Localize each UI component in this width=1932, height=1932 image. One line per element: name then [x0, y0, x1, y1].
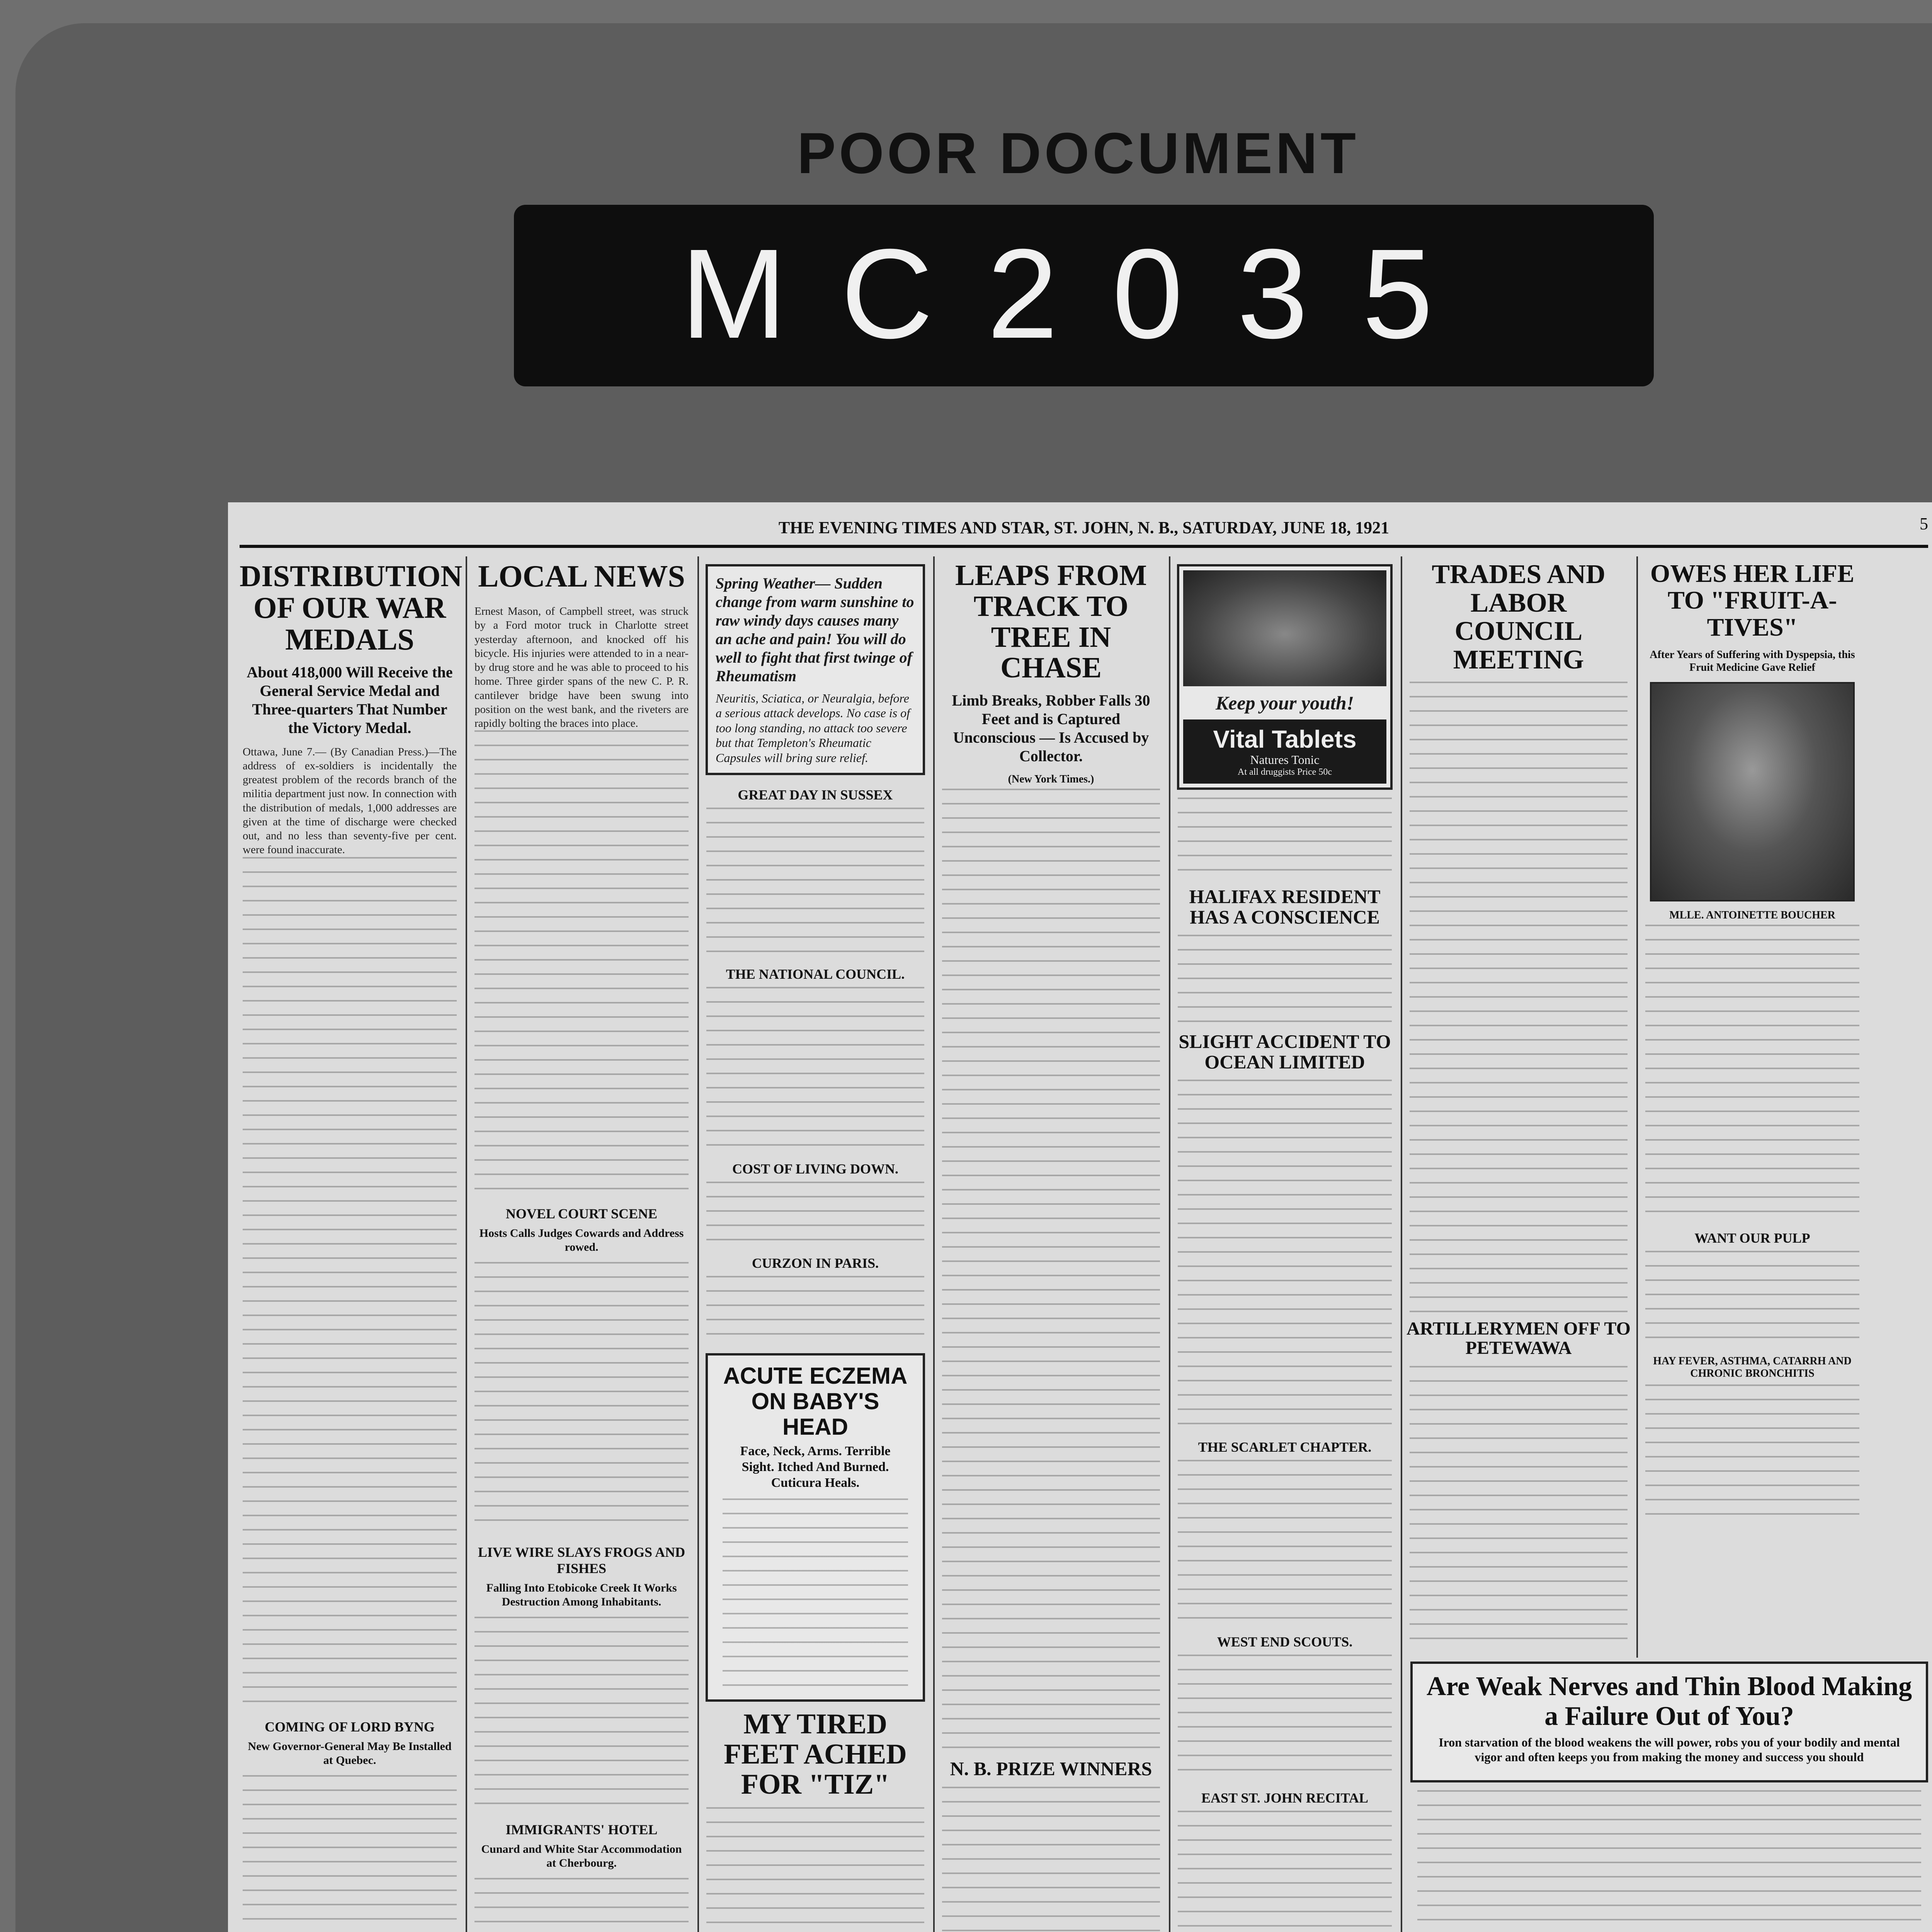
tiz-headline: MY TIRED FEET ACHED FOR "TIZ": [724, 1708, 907, 1800]
curzon-text-lines: [699, 1276, 931, 1345]
column-rule-5: [1401, 556, 1402, 1932]
weak-nerves-box: [1410, 1662, 1928, 1782]
sussex-text-lines: [699, 808, 931, 954]
artillerymen-text-lines: [1403, 1366, 1634, 1644]
vital-agents-text-lines: [1171, 798, 1399, 883]
column-rule-2: [697, 556, 699, 1932]
tiz-text-lines: [699, 1807, 931, 1932]
weak-nerves-text-lines: [1410, 1790, 1928, 1932]
rheumatism-body: Neuritis, Sciatica, or Neuralgia, before a serious attack develops. No case is of too long standing, no attack too severe but that Templeton's Rheumatic Capsules will bring sure relief.: [716, 691, 910, 765]
rheumatic-capsules-ad: [706, 564, 925, 775]
page-number: 5: [1920, 514, 1928, 533]
hay-fever-text-lines: [1638, 1384, 1866, 1516]
column-rule-1: [466, 556, 467, 1932]
trades-labor-headline: TRADES AND LABOR COUNCIL MEETING: [1432, 560, 1605, 675]
council-text-lines: [699, 987, 931, 1149]
leaps-text-lines: [935, 789, 1167, 1755]
cuticura-ad: [706, 1353, 925, 1702]
microfilm-code-box: [514, 205, 1654, 386]
west-end-scouts-title: WEST END SCOUTS.: [1217, 1634, 1353, 1650]
fruit-a-tives-deck: After Years of Suffering with Dyspepsia, this Fruit Medicine Gave Relief: [1650, 648, 1855, 674]
vital-brand: Vital Tablets: [1213, 725, 1357, 753]
live-wire-text-lines: [468, 1617, 696, 1810]
rheumatism-headline: Spring Weather— Sudden change from warm sunshine to raw windy days causes many an ache and pain! You will do well to fight that first twinge of Rheumatism: [716, 575, 914, 685]
war-medals-deck: About 418,000 Will Receive the General Service Medal and Three-quarters That Number the Victory Medal.: [247, 663, 453, 736]
scan-frame: [15, 23, 1932, 1932]
newspaper-page: [228, 502, 1932, 1932]
halifax-resident-headline: HALIFAX RESIDENT HAS A CONSCIENCE: [1189, 886, 1381, 928]
column-7: [1638, 556, 1866, 1658]
column-rule-6: [1636, 556, 1638, 1658]
lord-byng-title: COMING OF LORD BYNG: [265, 1719, 435, 1735]
column-1: [236, 556, 464, 1932]
vital-tablets-illustration: [1183, 570, 1386, 686]
curzon-title: CURZON IN PARIS.: [752, 1255, 879, 1271]
immigrants-hotel-title: IMMIGRANTS' HOTEL: [505, 1822, 658, 1838]
lord-byng-deck: New Governor-General May Be Installed at Quebec.: [248, 1740, 452, 1767]
live-wire-deck: Falling Into Etobicoke Creek It Works Destruction Among Inhabitants.: [486, 1582, 677, 1609]
immigrants-hotel-deck: Cunard and White Star Accommodation at Cherbourg.: [481, 1843, 682, 1870]
want-pulp-title: WANT OUR PULP: [1694, 1230, 1810, 1246]
live-wire-title: LIVE WIRE SLAYS FROGS AND FISHES: [478, 1544, 685, 1577]
column-3: [699, 556, 931, 1932]
vital-brand-panel: [1183, 719, 1386, 784]
trades-text-lines: [1403, 682, 1634, 1315]
recital-text-lines: [1171, 1811, 1399, 1932]
eczema-deck: Face, Neck, Arms. Terrible Sight. Itched And Burned. Cuticura Heals.: [740, 1444, 891, 1490]
column-5: [1171, 556, 1399, 1932]
novel-court-title: NOVEL COURT SCENE: [505, 1206, 658, 1222]
war-medals-text-lines: [236, 857, 464, 1707]
slight-accident-headline: SLIGHT ACCIDENT TO OCEAN LIMITED: [1179, 1031, 1391, 1073]
column-2: [468, 556, 696, 1932]
weak-nerves-deck: Iron starvation of the blood weakens the will power, robs you of your bodily and mental vigor and often keeps you from making the money and success you should: [1439, 1735, 1900, 1764]
nuxated-iron-ad: [1410, 1662, 1928, 1932]
cost-living-text-lines: [699, 1182, 931, 1243]
pulp-text-lines: [1638, 1251, 1866, 1344]
east-end-recital-title: EAST ST. JOHN RECITAL: [1201, 1790, 1369, 1806]
prize-text-lines: [935, 1787, 1167, 1932]
column-4: [935, 556, 1167, 1932]
scouts-text-lines: [1171, 1655, 1399, 1778]
masthead-rule: [240, 545, 1928, 548]
scarlet-text-lines: [1171, 1460, 1399, 1622]
vital-tagline: Natures Tonic: [1250, 753, 1320, 767]
eczema-headline: ACUTE ECZEMA ON BABY'S HEAD: [723, 1362, 908, 1440]
vital-tablets-ad: [1177, 564, 1393, 790]
testimonial-text-lines: [1638, 925, 1866, 1218]
national-council-title: THE NATIONAL COUNCIL.: [726, 966, 905, 982]
local-news-headline: LOCAL NEWS: [478, 560, 685, 594]
microfilm-code: MC2035: [680, 222, 1487, 365]
poor-document-label: POOR DOCUMENT: [797, 121, 1359, 185]
leaps-deck: Limb Breaks, Robber Falls 30 Feet and is Captured Unconscious — Is Accused by Collector.: [952, 692, 1150, 765]
boucher-portrait: [1650, 682, 1855, 901]
lord-byng-text-lines: [236, 1775, 464, 1932]
vital-slogan: Keep your youth!: [1215, 692, 1354, 714]
local-news-text-lines: [468, 730, 696, 1194]
weak-nerves-headline: Are Weak Nerves and Thin Blood Making a Failure Out of You?: [1426, 1672, 1912, 1731]
local-news-body: Ernest Mason, of Campbell street, was struck by a Ford motor truck in Charlotte street yesterday afternoon, and knocked off his bicycle. His injuries were attended to in a near-by drug store and he was able to proceed to his home. Three girder spans of the new C. P. R. cantilever bridge have been swung into position on the west bank, and the riveters are rapidly bolting the braces into place.: [474, 605, 689, 730]
leaps-headline: LEAPS FROM TRACK TO TREE IN CHASE: [955, 559, 1147, 684]
cost-living-title: COST OF LIVING DOWN.: [732, 1161, 899, 1177]
prize-winners-title: N. B. PRIZE WINNERS: [950, 1758, 1152, 1780]
artillerymen-headline: ARTILLERYMEN OFF TO PETEWAWA: [1406, 1318, 1631, 1359]
scarlet-chapter-title: THE SCARLET CHAPTER.: [1198, 1439, 1372, 1455]
immigrants-hotel-text-lines: [468, 1878, 696, 1932]
masthead: THE EVENING TIMES AND STAR, ST. JOHN, N. B., SATURDAY, JUNE 18, 1921: [778, 518, 1389, 537]
novel-court-text-lines: [468, 1262, 696, 1532]
hay-fever-title: HAY FEVER, ASTHMA, CATARRH AND CHRONIC BRONCHITIS: [1653, 1355, 1852, 1380]
eczema-text-lines: [716, 1498, 915, 1692]
vital-dealers: At all druggists Price 50c: [1238, 767, 1332, 777]
portrait-caption: MLLE. ANTOINETTE BOUCHER: [1669, 909, 1835, 922]
column-rule-3: [933, 556, 935, 1932]
great-day-sussex-title: GREAT DAY IN SUSSEX: [738, 787, 893, 803]
war-medals-body: Ottawa, June 7.— (By Canadian Press.)—The address of ex-soldiers is incidentally the greatest problem of the records branch of the militia department just now. In connection with the distribution of medals, 1,000 addresses are given at the time of discharge were checked out, and no less than seventy-five per cent. were found inaccurate.: [243, 745, 457, 856]
war-medals-headline: DISTRIBUTION OF OUR WAR MEDALS: [240, 559, 463, 656]
halifax-text-lines: [1171, 935, 1399, 1027]
leaps-dateline: (New York Times.): [1008, 773, 1094, 786]
column-rule-4: [1169, 556, 1170, 1932]
column-6: [1403, 556, 1634, 1658]
accident-text-lines: [1171, 1080, 1399, 1427]
novel-court-deck: Hosts Calls Judges Cowards and Address rowed.: [479, 1227, 684, 1254]
fruit-a-tives-headline: OWES HER LIFE TO "FRUIT-A-TIVES": [1650, 560, 1855, 641]
